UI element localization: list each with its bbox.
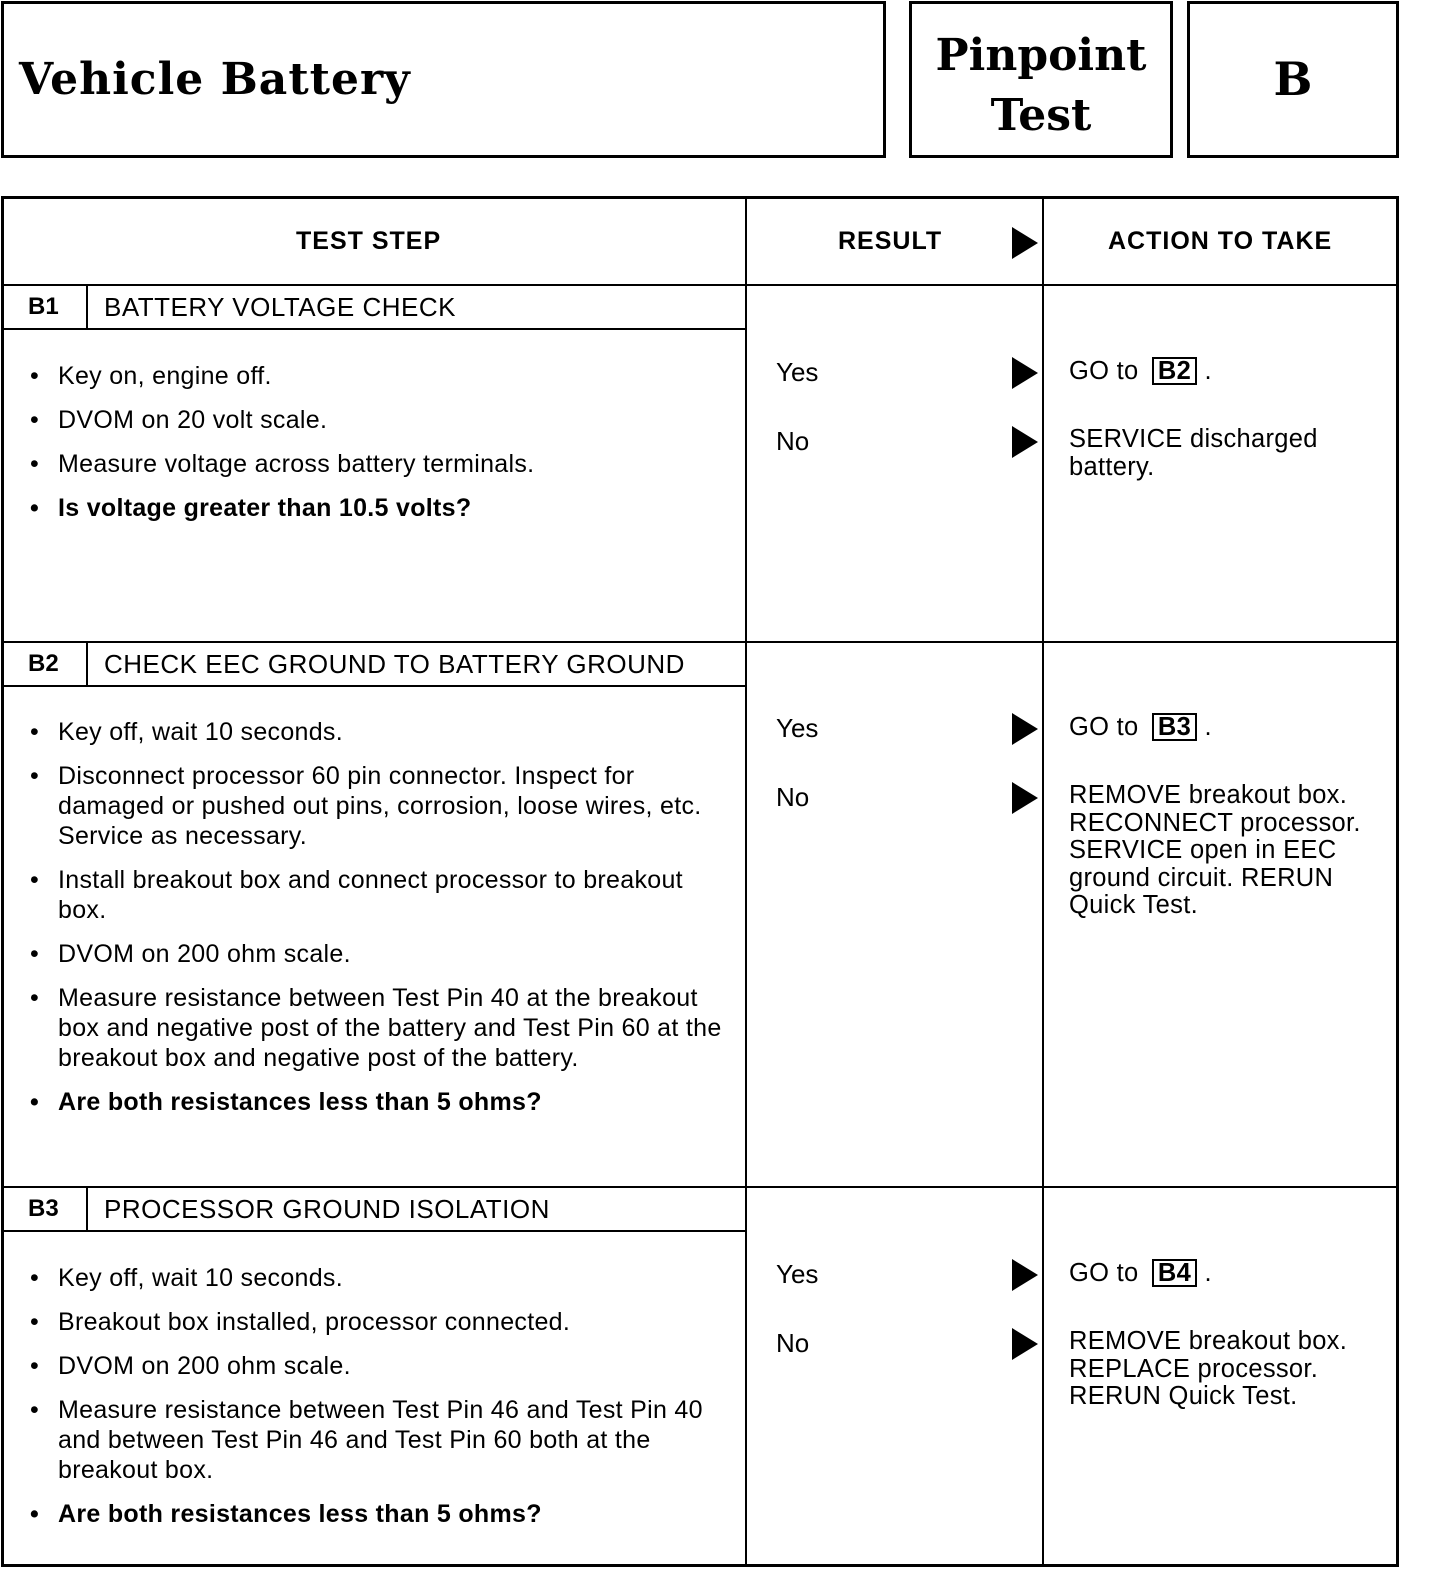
result-yes: Yes bbox=[776, 713, 819, 743]
step-question: • Is voltage greater than 10.5 volts? bbox=[28, 493, 728, 523]
page-title: Vehicle Battery bbox=[19, 54, 411, 105]
divider-result bbox=[745, 199, 747, 1564]
list-item: • DVOM on 200 ohm scale. bbox=[28, 1351, 728, 1381]
step-bullets bbox=[28, 361, 728, 537]
test-type-box bbox=[909, 1, 1173, 158]
step-reference: B4 bbox=[1152, 1259, 1197, 1287]
step-title-row bbox=[4, 1188, 745, 1232]
pinpoint-table bbox=[1, 196, 1399, 1567]
step-title: BATTERY VOLTAGE CHECK bbox=[104, 292, 456, 322]
step-title-row bbox=[4, 643, 745, 687]
step-id: B3 bbox=[4, 1188, 88, 1230]
action-yes bbox=[1069, 357, 1387, 386]
title-box bbox=[1, 1, 886, 158]
arrow-right-icon bbox=[1012, 426, 1038, 458]
list-item: • Key on, engine off. bbox=[28, 361, 728, 391]
step-bullets bbox=[28, 717, 728, 1131]
action-text: GO to bbox=[1069, 1259, 1139, 1287]
divider-action bbox=[1042, 199, 1044, 1564]
step-title: CHECK EEC GROUND TO BATTERY GROUND bbox=[104, 649, 685, 679]
action-no: REMOVE breakout box. REPLACE processor. RERUN Quick Test. bbox=[1069, 1327, 1348, 1410]
header-action: ACTION TO TAKE bbox=[1108, 227, 1333, 255]
list-item: • Measure voltage across battery terminals. bbox=[28, 449, 728, 479]
list-item: • Disconnect processor 60 pin connector. Inspect for damaged or pushed out pins, corrosion, loose wires, etc. Service as necessary. bbox=[28, 761, 728, 851]
step-title-row bbox=[4, 286, 745, 330]
action-no: SERVICE discharged battery. bbox=[1069, 425, 1318, 481]
test-letter-box bbox=[1187, 1, 1399, 158]
action-text: GO to bbox=[1069, 713, 1139, 741]
action-no: REMOVE breakout box. RECONNECT processor. SERVICE open in EEC ground circuit. RERUN Quick Test. bbox=[1069, 781, 1361, 919]
list-item: • DVOM on 200 ohm scale. bbox=[28, 939, 728, 969]
action-yes bbox=[1069, 1259, 1387, 1288]
arrow-right-icon bbox=[1012, 357, 1038, 389]
step-id: B2 bbox=[4, 643, 88, 685]
header-result: RESULT bbox=[838, 227, 943, 255]
step-id: B1 bbox=[4, 286, 88, 328]
result-no: No bbox=[776, 426, 810, 456]
step-bullets bbox=[28, 1263, 728, 1543]
arrow-right-icon bbox=[1012, 1259, 1038, 1291]
action-text: GO to bbox=[1069, 357, 1139, 385]
arrow-right-icon bbox=[1012, 713, 1038, 745]
test-type-line1: Pinpoint bbox=[935, 30, 1147, 81]
action-suffix: . bbox=[1204, 357, 1212, 385]
test-letter: B bbox=[1273, 52, 1313, 106]
arrow-right-icon bbox=[1012, 227, 1038, 259]
result-no: No bbox=[776, 1328, 810, 1358]
step-question: • Are both resistances less than 5 ohms? bbox=[28, 1499, 728, 1529]
arrow-right-icon bbox=[1012, 782, 1038, 814]
result-yes: Yes bbox=[776, 357, 819, 387]
step-title: PROCESSOR GROUND ISOLATION bbox=[104, 1194, 550, 1224]
result-no: No bbox=[776, 782, 810, 812]
step-reference: B3 bbox=[1152, 713, 1197, 741]
header-test-step: TEST STEP bbox=[296, 227, 442, 255]
list-item: • Measure resistance between Test Pin 46 and Test Pin 40 and between Test Pin 46 and Test Pin 60 both at the breakout box. bbox=[28, 1395, 728, 1485]
list-item: • Install breakout box and connect processor to breakout box. bbox=[28, 865, 728, 925]
step-reference: B2 bbox=[1152, 357, 1197, 385]
step-question: • Are both resistances less than 5 ohms? bbox=[28, 1087, 728, 1117]
list-item: • Breakout box installed, processor connected. bbox=[28, 1307, 728, 1337]
test-type-line2: Test bbox=[990, 90, 1092, 141]
list-item: • Key off, wait 10 seconds. bbox=[28, 717, 728, 747]
test-type-label bbox=[912, 26, 1170, 146]
list-item: • Key off, wait 10 seconds. bbox=[28, 1263, 728, 1293]
list-item: • DVOM on 20 volt scale. bbox=[28, 405, 728, 435]
result-yes: Yes bbox=[776, 1259, 819, 1289]
action-suffix: . bbox=[1204, 1259, 1212, 1287]
action-suffix: . bbox=[1204, 713, 1212, 741]
action-yes bbox=[1069, 713, 1387, 742]
arrow-right-icon bbox=[1012, 1328, 1038, 1360]
list-item: • Measure resistance between Test Pin 40 at the breakout box and negative post of the battery and Test Pin 60 at the breakout box and negative post of the battery. bbox=[28, 983, 728, 1073]
